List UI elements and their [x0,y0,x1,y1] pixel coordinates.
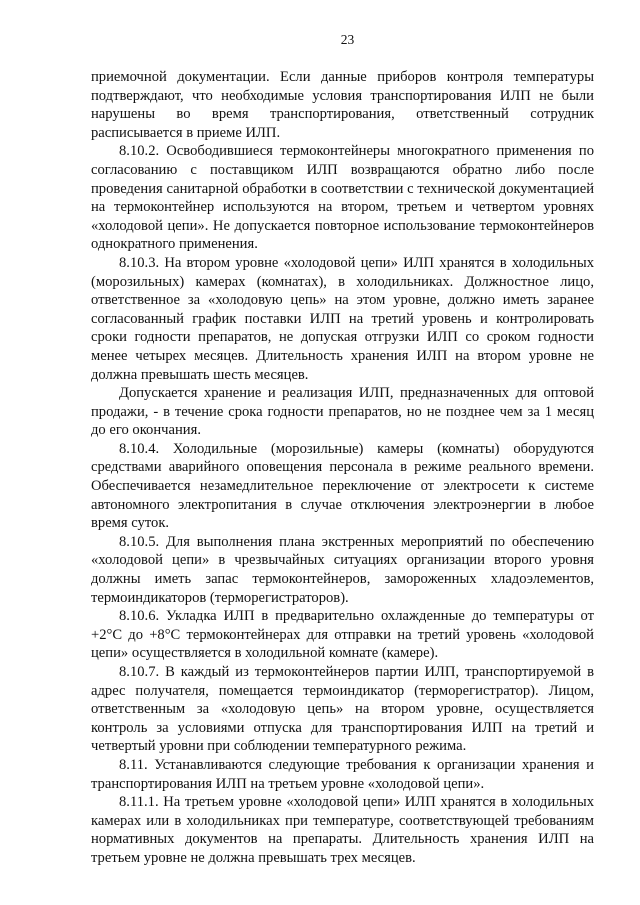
paragraph: 8.11.1. На третьем уровне «холодовой цепи» ИЛП хранятся в холодильных камерах или в холодильниках при температуре, соответствующей требованиям нормативных документов на препараты. Длительность хранения ИЛП на третьем уровне не должна превышать трех месяцев. [91,794,594,866]
paragraph: 8.10.6. Укладка ИЛП в предварительно охлажденные до температуры от +2°С до +8°С термоконтейнерах для отправки на третий уровень «холодовой цепи» осуществляется в холодильной комнате (камере). [91,608,594,662]
paragraph: 8.10.4. Холодильные (морозильные) камеры (комнаты) оборудуются средствами аварийного оповещения персонала в режиме реального времени. Обеспечивается незамедлительное переключение от электросети к системе автономного электропитания в случае отключения электроэнергии в любое время суток. [91,440,594,532]
paragraph: приемочной документации. Если данные приборов контроля температуры подтверждают, что необходимые условия транспортирования ИЛП не были нарушены во время транспортирования, ответственный сотрудник расписывается в приеме ИЛП. [91,69,594,141]
body-text [91,68,594,868]
paragraph: Допускается хранение и реализация ИЛП, предназначенных для оптовой продажи, - в течение срока годности препаратов, но не позднее чем за 1 месяц до его окончания. [91,385,594,439]
paragraph: 8.10.5. Для выполнения плана экстренных мероприятий по обеспечению «холодовой цепи» в чрезвычайных ситуациях организации второго уровня должны иметь запас термоконтейнеров, замороженных хладоэлементов, термоиндикаторов (терморегистраторов). [91,533,594,606]
paragraph: 8.10.2. Освободившиеся термоконтейнеры многократного применения по согласованию с поставщиком ИЛП возвращаются обратно либо после проведения санитарной обработки в соответствии с технической документацией на термоконтейнер используются на втором, третьем и четвертом уровнях «холодовой цепи». Не допускается повторное использование термоконтейнеров однократного применения. [91,143,594,253]
paragraph: 8.10.7. В каждый из термоконтейнеров партии ИЛП, транспортируемой в адрес получателя, помещается термоиндикатор (терморегистратор). Лицом, ответственным за «холодовую цепь» на втором уровне, осуществляется контроль за условиями отпуска для транспортирования ИЛП на третий и четвертый уровни при соблюдении температурного режима. [91,664,594,755]
page-number: 23 [340,32,355,47]
paragraph: 8.11. Устанавливаются следующие требования к организации хранения и транспортирования ИЛП на третьем уровне «холодовой цепи». [91,756,594,792]
paragraph: 8.10.3. На втором уровне «холодовой цепи» ИЛП хранятся в холодильных (морозильных) камерах (комнатах), в холодильниках. Должностное лицо, ответственное за «холодовую цепь» на этом уровне, должно иметь заранее согласованный график поставки ИЛП на третий уровень и контролировать сроки годности препаратов, не допуская отгрузки ИЛП со сроком годности менее четырех месяцев. Длительность хранения ИЛП на втором уровне не должна превышать шесть месяцев. [91,254,594,383]
